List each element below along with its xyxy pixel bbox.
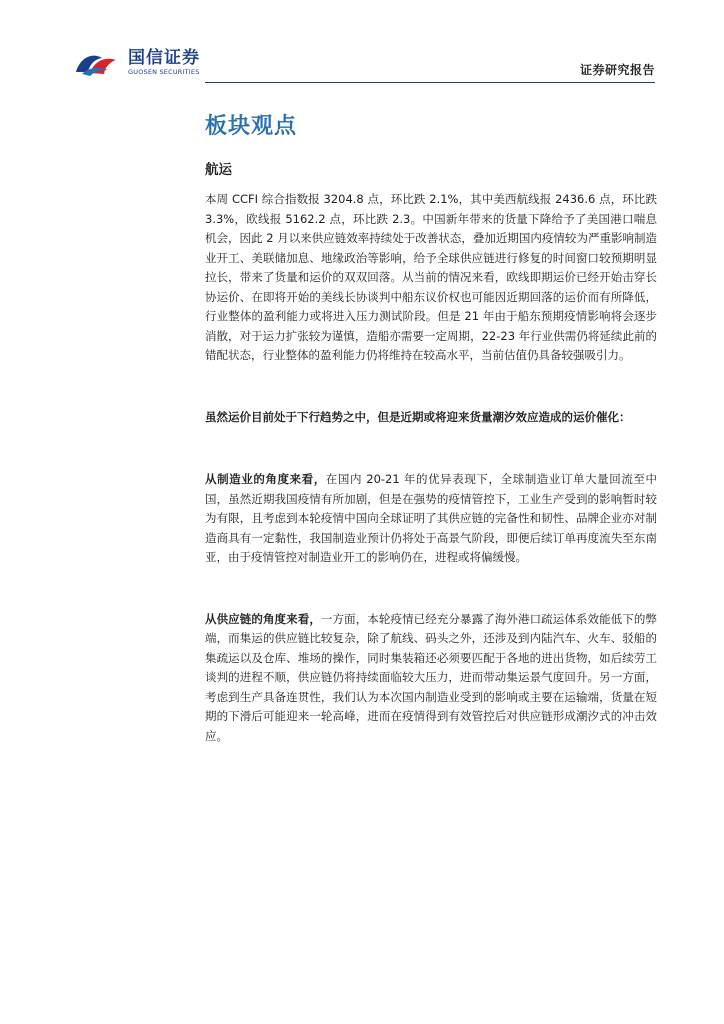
page-header xyxy=(0,0,724,90)
paragraph-manufacturing xyxy=(205,470,657,568)
guosen-logo-icon xyxy=(72,46,122,78)
paragraph-body: 在国内 20-21 年的优异表现下，全球制造业订单大量回流至中国，虽然近期我国疫情有所加剧，但是在强势的疫情管控下，工业生产受到的影响暂时较为有限，且考虑到本轮疫情中国向全球证明了其供应链的完备性和韧性、品牌企业亦对制造商具有一定黏性，我国制造业预计仍将处于高景气阶段，即便后续订单再度流失至东南亚，由于疫情管控对制造业开工的影响仍在，进程或将偏缓慢。 xyxy=(205,472,657,564)
paragraph-body: 一方面，本轮疫情已经充分暴露了海外港口疏运体系效能低下的弊端，而集运的供应链比较复杂，除了航线、码头之外，还涉及到内陆汽车、火车、驳船的集疏运以及仓库、堆场的操作，同时集装箱还必须要匹配于各地的进出货物，如后续劳工谈判的进程不顺，供应链仍将持续面临较大压力，进而带动集运景气度回升。另一方面，考虑到生产具备连贯性，我们认为本次国内制造业受到的影响或主要在运输端，货量在短期的下滑后可能迎来一轮高峰，进而在疫情得到有效管控后对供应链形成潮汐式的冲击效应。 xyxy=(205,611,657,743)
header-divider xyxy=(205,82,655,83)
main-content xyxy=(205,112,657,746)
paragraph-supply-chain xyxy=(205,610,657,747)
bold-heading-paragraph: 虽然运价目前处于下行趋势之中，但是近期或将迎来货量潮汐效应造成的运价催化： xyxy=(205,409,631,424)
guosen-logo xyxy=(72,46,200,78)
paragraph-lead: 从供应链的角度来看， xyxy=(205,611,321,626)
paragraph-market-summary: 本周 CCFI 综合指数报 3204.8 点，环比跌 2.1%，其中美西航线报 2436.6 点，环比跌 3.3%，欧线报 5162.2 点，环比跌 2.3。中国新年带来的货量下降给予了美国港口喘息机会，因此 2 月以来供应链效率持续处于改善状态，叠加近期国内疫情较为严重影响制造业开工、美联储加息、地缘政治等影响，给予全球供应链进行修复的时间窗口较预期明显拉长，带来了货量和运价的双双回落。从当前的情况来看，欧线即期运价已经开始击穿长协运价、在即将开始的美线长协谈判中船东议价权也可能因近期回落的运价而有所降低，行业整体的盈利能力或将进入压力测试阶段。但是 21 年由于船东预期疫情影响将会逐步消散，对于运力扩张较为谨慎，造船亦需要一定周期，22-23 年行业供需仍将延续此前的错配状态，行业整体的盈利能力仍将维持在较高水平，当前估值仍具备较强吸引力。 xyxy=(205,192,657,362)
paragraph-lead: 从制造业的角度来看， xyxy=(205,472,326,486)
logo-chinese-name: 国信证券 xyxy=(128,47,200,68)
report-type-label: 证券研究报告 xyxy=(579,63,655,77)
section-title: 板块观点 xyxy=(205,114,298,139)
logo-english-name: GUOSEN SECURITIES xyxy=(128,67,200,76)
subsection-title: 航运 xyxy=(205,162,232,178)
